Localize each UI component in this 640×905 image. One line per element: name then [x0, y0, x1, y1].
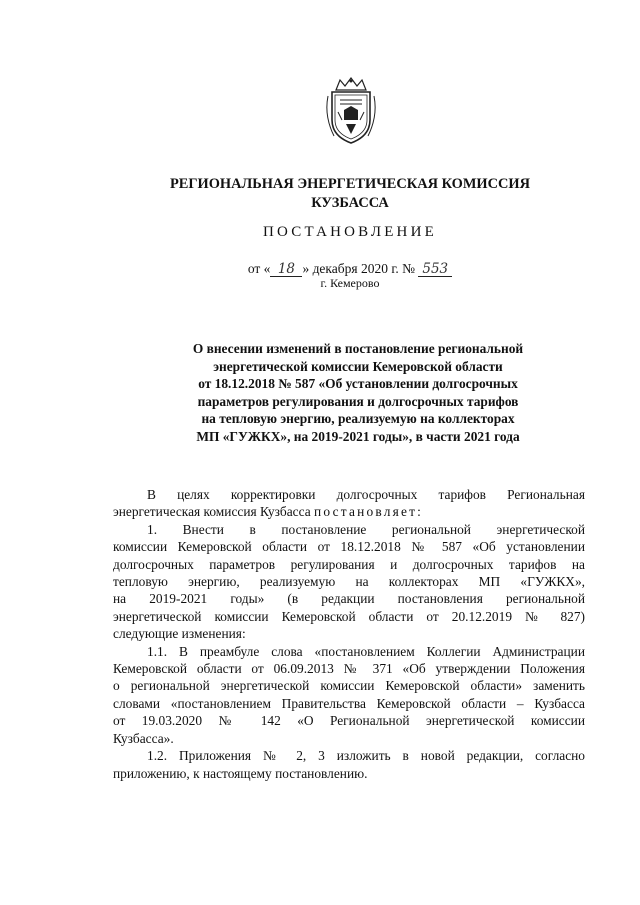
item-1-1-line: о региональной энергетической комиссии Кемеровской области» заменить	[113, 678, 585, 694]
heading-line: О внесении изменений в постановление региональной	[192, 341, 524, 356]
heading-line: энергетической комиссии Кемеровской области	[213, 358, 503, 374]
heading-line: параметров регулирования и долгосрочных тарифов	[197, 393, 519, 409]
document-number-handwritten: 553	[418, 262, 452, 277]
date-prefix: от «	[247, 261, 271, 276]
item-1-1-line: Кемеровской области от 06.09.2013 № 371 «Об утверждении Положения	[113, 661, 585, 677]
heading-line: МП «ГУЖКХ», на 2019-2021 годы», в части 2021 года	[196, 428, 520, 444]
org-line-1: РЕГИОНАЛЬНАЯ ЭНЕРГЕТИЧЕСКАЯ КОМИССИЯ	[169, 176, 530, 192]
paragraph-line: В целях корректировки долгосрочных тарифов Региональная	[147, 487, 585, 502]
document-heading	[148, 340, 568, 446]
organization-name	[110, 175, 590, 213]
date-middle: » декабря 2020 г. №	[302, 261, 415, 276]
item-1-1-line: Кузбасса».	[113, 730, 174, 746]
item-1-line: энергетической комиссии Кемеровской области от 20.12.2019 № 827)	[113, 608, 585, 624]
date-line	[110, 260, 590, 277]
item-1-line: следующие изменения:	[113, 626, 246, 642]
item-1-1-line: словами «постановлением Правительства Кемеровской области – Кузбасса	[113, 695, 585, 711]
resolves-word: постановляет:	[314, 504, 424, 520]
coat-of-arms-icon	[322, 76, 380, 146]
date-day-handwritten: 18	[270, 262, 302, 277]
item-1-line: тепловую энергию, реализуемую на коллекторах МП «ГУЖКХ»,	[113, 574, 585, 590]
item-1-1-line: от 19.03.2020 № 142 «О Региональной энергетической комиссии	[113, 713, 585, 729]
item-1-1-line: 1.1. В преамбуле слова «постановлением Коллегии Администрации	[147, 643, 585, 659]
city: г. Кемерово	[320, 276, 380, 290]
item-1-line: комиссии Кемеровской области от 18.12.2018 № 587 «Об установлении	[113, 539, 585, 555]
heading-line: на тепловую энергию, реализуемую на коллекторах	[201, 411, 515, 427]
document-type: ПОСТАНОВЛЕНИЕ	[263, 224, 437, 240]
heading-line: от 18.12.2018 № 587 «Об установлении долгосрочных	[198, 376, 518, 392]
item-1-line: долгосрочных параметров регулирования и долгосрочных тарифов на	[113, 556, 585, 572]
document-body	[113, 486, 585, 782]
item-1-2-line: приложению, к настоящему постановлению.	[113, 765, 368, 781]
paragraph-line	[113, 503, 585, 520]
preamble-text: энергетическая комиссия Кузбасса	[113, 504, 315, 520]
item-1-line: 1. Внести в постановление региональной энергетической	[147, 521, 585, 537]
org-line-2: КУЗБАССА	[311, 195, 389, 211]
item-1-2-line: 1.2. Приложения № 2, 3 изложить в новой редакции, согласно	[147, 748, 585, 764]
item-1-line: на 2019-2021 годы» (в редакции постановления региональной	[113, 591, 585, 607]
